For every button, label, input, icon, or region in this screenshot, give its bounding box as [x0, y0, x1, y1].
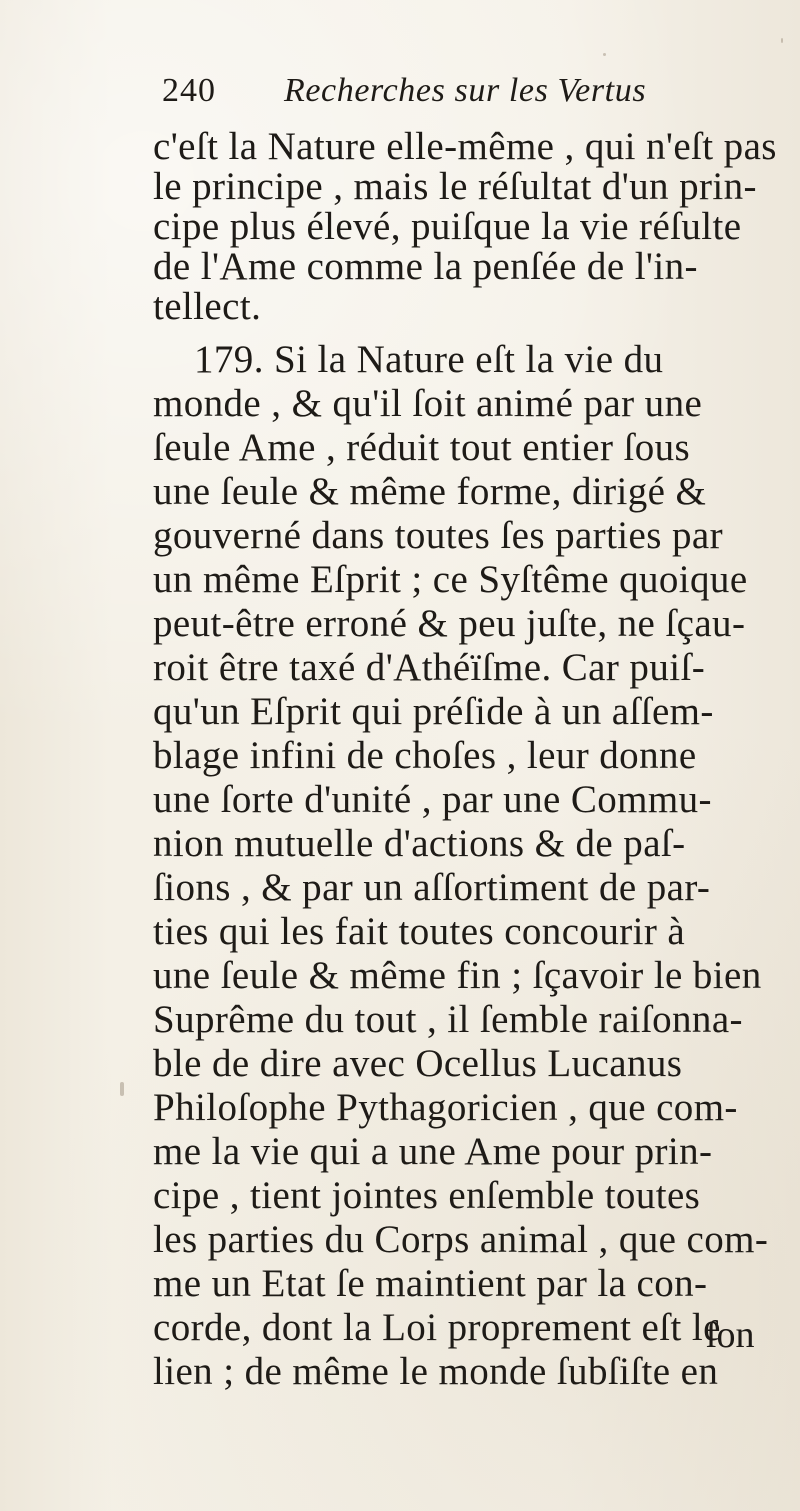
text-line: monde , & qu'il ſoit animé par une	[153, 382, 703, 425]
text-line: une ſeule & même forme, dirigé &	[153, 470, 707, 513]
text-line: cipe , tient jointes enſemble toutes	[153, 1174, 701, 1217]
text-line: ſeule Ame , réduit tout entier ſous	[153, 426, 691, 469]
text-line: gouverné dans toutes ſes parties par	[153, 514, 723, 557]
text-line: un même Eſprit ; ce Syſtême quoique	[153, 558, 748, 601]
text-line: c'eſt la Nature elle-même , qui n'eſt pas	[153, 125, 777, 168]
text-line: cipe plus élevé, puiſque la vie réſulte	[153, 205, 742, 248]
text-line: roit être taxé d'Athéïſme. Car puiſ-	[153, 646, 706, 689]
paper-speck	[781, 38, 783, 43]
text-line: tellect.	[153, 285, 262, 328]
text-line: le principe , mais le réſultat d'un prin-	[153, 165, 757, 208]
paper-speck	[120, 1082, 124, 1096]
text-line: une ſeule & même fin ; ſçavoir le bien	[153, 954, 762, 997]
paper-speck	[603, 53, 606, 56]
text-line: ties qui les fait toutes concourir à	[153, 910, 686, 953]
text-line: lien ; de même le monde ſubſiſte en	[153, 1350, 719, 1393]
text-line: Suprême du tout , il ſemble raiſonna-	[153, 998, 743, 1041]
text-line: blage infini de choſes , leur donne	[153, 734, 697, 777]
body-text	[153, 123, 795, 1393]
text-line: me la vie qui a une Ame pour prin-	[153, 1130, 713, 1173]
text-line: corde, dont la Loi proprement eſt le	[153, 1306, 721, 1349]
running-title: Recherches sur les Vertus	[284, 72, 647, 109]
text-line: me un Etat ſe maintient par la con-	[153, 1262, 708, 1305]
text-line: Philoſophe Pythagoricien , que com-	[153, 1086, 738, 1129]
text-line: ble de dire avec Ocellus Lucanus	[153, 1042, 683, 1085]
text-line: peut-être erroné & peu juſte, ne ſçau-	[153, 602, 746, 645]
text-line: de l'Ame comme la penſée de l'in-	[153, 245, 698, 288]
text-line: nion mutuelle d'actions & de paſ-	[153, 822, 686, 865]
catchword: ſon	[706, 1314, 755, 1356]
paragraph-start-line: 179. Si la Nature eſt la vie du	[194, 338, 664, 381]
running-head	[162, 72, 682, 114]
page-number: 240	[162, 72, 216, 109]
text-line: qu'un Eſprit qui préſide à un aſſem-	[153, 690, 714, 733]
text-line: ſions , & par un aſſortiment de par-	[153, 866, 711, 909]
text-line: les parties du Corps animal , que com-	[153, 1218, 769, 1261]
text-line: une ſorte d'unité , par une Commu-	[153, 778, 712, 821]
